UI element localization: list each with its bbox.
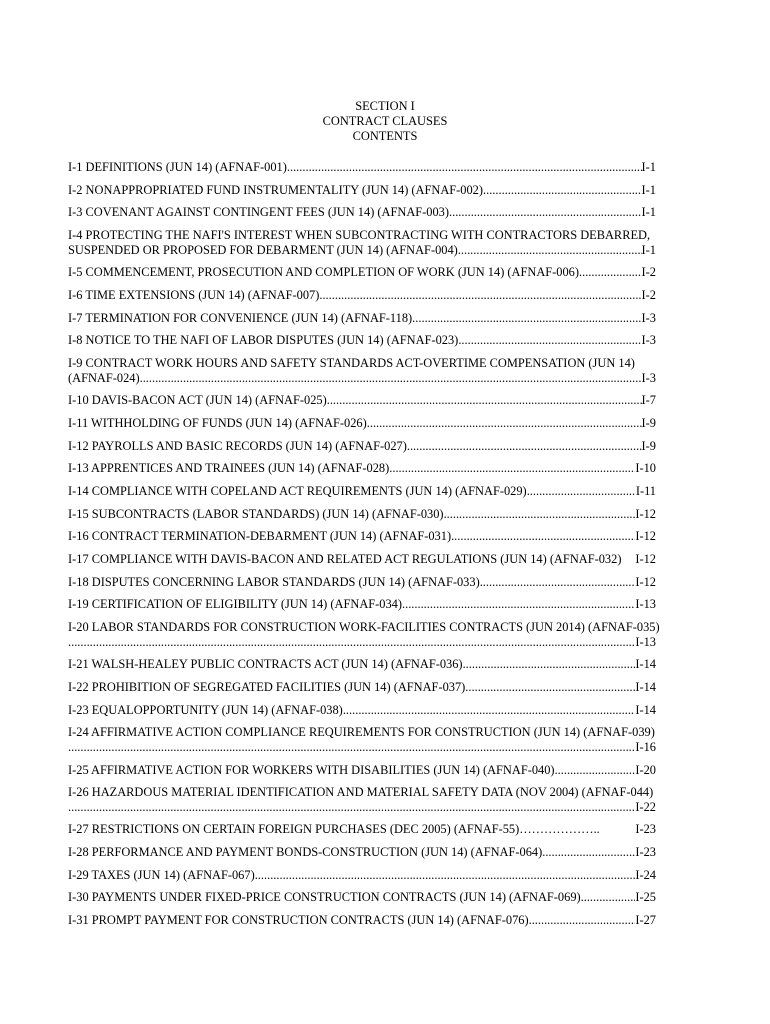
toc-entry-title: I-7 TERMINATION FOR CONVENIENCE (JUN 14) (AFNAF-118) <box>68 310 413 325</box>
toc-entry <box>68 484 656 499</box>
toc-entry-title: (AFNAF-024) <box>68 370 140 385</box>
toc-entry-line <box>68 657 656 672</box>
dot-leader <box>451 529 635 544</box>
toc-entry-page: I-10 <box>635 461 656 476</box>
dot-leader <box>579 265 642 280</box>
toc-entry-title-line: I-20 LABOR STANDARDS FOR CONSTRUCTION WORK-FACILITIES CONTRACTS (JUN 2014) (AFNAF-035) <box>68 620 660 635</box>
toc-entry-line <box>68 461 656 476</box>
toc-entry-title: I-19 CERTIFICATION OF ELIGIBILITY (JUN 14) (AFNAF-034) <box>68 597 402 612</box>
document-header <box>0 99 770 144</box>
toc-entry-title: I-5 COMMENCEMENT, PROSECUTION AND COMPLETION OF WORK (JUN 14) (AFNAF-006) <box>68 265 580 280</box>
toc-entry-title: I-25 AFFIRMATIVE ACTION FOR WORKERS WITH DISABILITIES (JUN 14) (AFNAF-040) <box>68 762 555 777</box>
toc-entry-page: I-14 <box>635 657 656 672</box>
dot-leader <box>255 868 636 883</box>
toc-entry <box>68 461 656 476</box>
toc-entry-title: I-13 APPRENTICES AND TRAINEES (JUN 14) (AFNAF-028) <box>68 461 390 476</box>
toc-entry <box>68 763 656 778</box>
dot-leader <box>389 461 635 476</box>
toc-entry-page: I-12 <box>635 529 656 544</box>
toc-entry <box>68 228 656 257</box>
toc-entry <box>68 288 656 303</box>
toc-entry-line <box>68 265 656 280</box>
dot-leader <box>465 680 635 695</box>
dot-leader <box>367 416 642 431</box>
toc-entry-line <box>68 763 656 778</box>
toc-entry-title: I-6 TIME EXTENSIONS (JUN 14) (AFNAF-007) <box>68 287 320 302</box>
toc-entry-line <box>68 371 656 386</box>
toc-entry-line <box>68 597 656 612</box>
toc-entry-title: I-8 NOTICE TO THE NAFI OF LABOR DISPUTES (JUN 14) (AFNAF-023) <box>68 333 459 348</box>
toc-entry-line <box>68 333 656 348</box>
toc-entry-page: I-1 <box>641 160 656 174</box>
toc-entry-page: I-14 <box>635 702 656 717</box>
toc-entry-page: I-24 <box>635 867 656 882</box>
dot-leader <box>68 635 635 650</box>
toc-entry <box>68 552 656 567</box>
toc-entry-line <box>68 160 656 175</box>
dot-leader <box>140 371 642 386</box>
toc-entry <box>68 160 656 175</box>
toc-entry <box>68 913 656 928</box>
toc-entry <box>68 680 656 695</box>
dot-leader <box>458 243 642 258</box>
dot-leader <box>402 597 635 612</box>
toc-entry <box>68 620 660 649</box>
toc-entry <box>68 657 656 672</box>
dot-leader <box>407 439 642 454</box>
toc-entry <box>68 575 656 590</box>
toc-entry-page: I-1 <box>641 205 656 220</box>
toc-entry-line <box>68 868 656 883</box>
toc-entry-title: I-22 PROHIBITION OF SEGREGATED FACILITIES (JUN 14) (AFNAF-037) <box>68 679 466 694</box>
dot-leader <box>463 657 636 672</box>
toc-entry <box>68 205 656 220</box>
toc-entry-page: I-3 <box>641 310 656 325</box>
toc-entry-title: SUSPENDED OR PROPOSED FOR DEBARMENT (JUN 14) (AFNAF-004) <box>68 242 458 257</box>
dot-leader <box>327 393 642 408</box>
toc-entry-title: I-10 DAVIS-BACON ACT (JUN 14) (AFNAF-025) <box>68 393 327 408</box>
toc-entry-line <box>68 845 656 860</box>
toc-entry <box>68 356 656 385</box>
toc-entry-page: I-12 <box>635 574 656 589</box>
toc-entry-title-line: I-24 AFFIRMATIVE ACTION COMPLIANCE REQUIREMENTS FOR CONSTRUCTION (JUN 14) (AFNAF-039) <box>68 725 655 740</box>
toc-entry <box>68 393 656 408</box>
toc-entry-page: I-27 <box>635 913 656 928</box>
toc-entry <box>68 868 656 883</box>
section-subtitle: CONTENTS <box>352 129 418 143</box>
dot-leader <box>68 740 635 755</box>
toc-entry <box>68 822 656 837</box>
toc-entry <box>68 183 656 198</box>
dot-leader <box>480 575 636 590</box>
toc-entry <box>68 845 656 860</box>
toc-entry <box>68 333 656 348</box>
toc-entry-page: I-13 <box>635 634 656 649</box>
toc-entry-page: I-9 <box>641 415 656 430</box>
toc-entry-line <box>68 311 656 326</box>
toc-entry-page: I-12 <box>635 552 656 566</box>
toc-entry-page: I-7 <box>641 393 656 408</box>
toc-entry-line <box>68 703 656 718</box>
dot-leader <box>449 205 642 220</box>
toc-entry-title: I-2 NONAPPROPRIATED FUND INSTRUMENTALITY (JUN 14) (AFNAF-002) <box>68 182 484 197</box>
toc-entry-line <box>68 205 656 220</box>
toc-entry <box>68 439 656 454</box>
toc-entry <box>68 507 656 522</box>
dot-leader <box>412 311 641 326</box>
dot-leader <box>581 890 636 905</box>
toc-entry-title: I-12 PAYROLLS AND BASIC RECORDS (JUN 14) (AFNAF-027) <box>68 438 407 453</box>
dot-leader <box>287 160 642 175</box>
toc-entry-page: I-1 <box>641 182 656 197</box>
toc-entry-title: I-1 DEFINITIONS (JUN 14) (AFNAF-001) <box>68 160 287 174</box>
toc-entry-line <box>68 680 656 695</box>
dot-leader <box>319 288 641 303</box>
toc-entry-title: I-31 PROMPT PAYMENT FOR CONSTRUCTION CONTRACTS (JUN 14) (AFNAF-076) <box>68 913 529 928</box>
toc-entry-line <box>68 552 656 567</box>
toc-entry-title-line: I-26 HAZARDOUS MATERIAL IDENTIFICATION AND MATERIAL SAFETY DATA (NOV 2004) (AFNAF-044) <box>68 785 654 800</box>
dot-leader <box>529 913 636 928</box>
toc-entry-page: I-9 <box>641 438 656 453</box>
toc-entry-page: I-3 <box>641 333 656 348</box>
toc-entry-page: I-1 <box>641 242 656 257</box>
toc-entry <box>68 529 656 544</box>
toc-entry <box>68 785 656 814</box>
toc-entry-line <box>68 416 656 431</box>
toc-entry <box>68 416 656 431</box>
toc-entry-title: I-16 CONTRACT TERMINATION-DEBARMENT (JUN 14) (AFNAF-031) <box>68 529 452 544</box>
toc-entry-page: I-12 <box>635 506 656 521</box>
toc-entry-title: I-23 EQUALOPPORTUNITY (JUN 14) (AFNAF-038) <box>68 702 343 717</box>
section-title: CONTRACT CLAUSES <box>322 114 448 128</box>
dot-leader <box>444 507 636 522</box>
toc-entry-title: I-18 DISPUTES CONCERNING LABOR STANDARDS (JUN 14) (AFNAF-033) <box>68 574 480 589</box>
toc-entry-title: I-11 WITHHOLDING OF FUNDS (JUN 14) (AFNAF-026) <box>68 415 367 430</box>
table-of-contents <box>68 160 660 936</box>
toc-entry-page: I-14 <box>635 679 656 694</box>
toc-entry-page: I-16 <box>635 739 656 754</box>
toc-entry-page: I-3 <box>641 370 656 385</box>
toc-entry <box>68 890 656 905</box>
section-heading: SECTION I <box>355 99 415 113</box>
dot-leader <box>68 800 635 815</box>
toc-entry-title: I-30 PAYMENTS UNDER FIXED-PRICE CONSTRUCTION CONTRACTS (JUN 14) (AFNAF-069) <box>68 890 581 905</box>
toc-entry-title: I-27 RESTRICTIONS ON CERTAIN FOREIGN PURCHASES (DEC 2005) (AFNAF-55)……………….. <box>68 822 600 837</box>
toc-entry-title-line: I-9 CONTRACT WORK HOURS AND SAFETY STANDARDS ACT-OVERTIME COMPENSATION (JUN 14) <box>68 356 635 370</box>
toc-entry-page: I-25 <box>635 890 656 905</box>
toc-entry-line <box>68 529 656 544</box>
toc-entry-line <box>68 890 656 905</box>
toc-entry-line <box>68 183 656 198</box>
toc-entry-page: I-23 <box>635 822 656 837</box>
dot-leader <box>555 763 636 778</box>
toc-entry-title: I-15 SUBCONTRACTS (LABOR STANDARDS) (JUN 14) (AFNAF-030) <box>68 506 444 521</box>
toc-entry-line <box>68 800 656 815</box>
toc-entry <box>68 265 656 280</box>
toc-entry <box>68 725 656 754</box>
dot-leader <box>343 703 636 718</box>
toc-entry <box>68 597 656 612</box>
dot-leader <box>542 845 635 860</box>
toc-entry-line <box>68 393 656 408</box>
toc-entry-title: I-14 COMPLIANCE WITH COPELAND ACT REQUIREMENTS (JUN 14) (AFNAF-029) <box>68 483 527 498</box>
toc-entry-title: I-3 COVENANT AGAINST CONTINGENT FEES (JUN 14) (AFNAF-003) <box>68 205 450 220</box>
toc-entry-line <box>68 439 656 454</box>
toc-entry-line <box>68 507 656 522</box>
toc-entry-page: I-2 <box>641 287 656 302</box>
toc-entry-line <box>68 243 656 258</box>
dot-leader <box>458 333 641 348</box>
toc-entry-title: I-28 PERFORMANCE AND PAYMENT BONDS-CONSTRUCTION (JUN 14) (AFNAF-064) <box>68 845 543 860</box>
toc-entry-title: I-29 TAXES (JUN 14) (AFNAF-067) <box>68 867 255 882</box>
toc-entry <box>68 311 656 326</box>
toc-entry-title: I-17 COMPLIANCE WITH DAVIS-BACON AND RELATED ACT REGULATIONS (JUN 14) (AFNAF-032) <box>68 552 622 566</box>
toc-entry-page: I-20 <box>635 762 656 777</box>
toc-entry-line <box>68 635 656 650</box>
toc-entry-line <box>68 484 656 499</box>
toc-entry-line <box>68 913 656 928</box>
toc-entry-page: I-11 <box>635 483 656 498</box>
toc-entry-line <box>68 740 656 755</box>
toc-entry-page: I-2 <box>641 265 656 280</box>
toc-entry <box>68 703 656 718</box>
toc-entry-page: I-22 <box>635 799 656 814</box>
toc-entry-page: I-23 <box>635 845 656 860</box>
toc-entry-line <box>68 575 656 590</box>
toc-entry-line <box>68 822 656 837</box>
toc-entry-page: I-13 <box>635 597 656 612</box>
dot-leader <box>527 484 636 499</box>
toc-entry-title-line: I-4 PROTECTING THE NAFI'S INTEREST WHEN SUBCONTRACTING WITH CONTRACTORS DEBARRED, <box>68 228 651 243</box>
toc-entry-line <box>68 288 656 303</box>
toc-entry-title: I-21 WALSH-HEALEY PUBLIC CONTRACTS ACT (JUN 14) (AFNAF-036) <box>68 657 463 672</box>
dot-leader <box>483 183 642 198</box>
